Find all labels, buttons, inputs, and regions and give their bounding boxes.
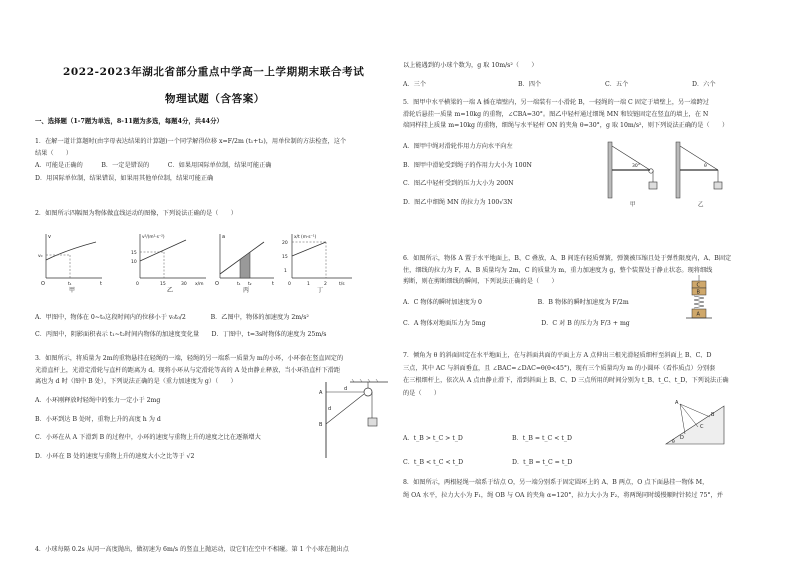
ding-tick: 2 xyxy=(324,282,327,287)
question-3 xyxy=(35,356,343,386)
q6-line: 住，细线的拉力为 F，A、B 质量均为 2m，C 的质量为 m，重力加速度为 g，整个装置处于静止状态。现将细线 xyxy=(403,266,713,274)
jia-t1: t₁ xyxy=(68,282,72,287)
q7-option-b: B．t_B = t_C < t_D xyxy=(512,435,572,442)
q7-line: 在三根细杆上，依次从 A 点由静止滑下，滑到斜面上 B、C、D 三点所用的时间分别为 t_B、t_C、t_D，下列说法正确 xyxy=(403,377,729,384)
fig7-label: D xyxy=(680,435,684,441)
graph-bing xyxy=(215,234,274,294)
q4-option-d: D．六个 xyxy=(692,81,716,88)
q7-option-d: D．t_B = t_C = t_D xyxy=(512,459,573,466)
yi-tick: 15 xyxy=(160,282,166,287)
bing-caption: 丙 xyxy=(243,287,250,294)
q1-line: 结果（ ） xyxy=(35,149,73,157)
q3-line: 3．如图所示，将质量为 2m的重物悬挂在轻绳的一端，轻绳的另一端系一质量为 m的小环，小环套在竖直固定的 xyxy=(35,355,344,362)
q5-options xyxy=(403,144,532,206)
question-8 xyxy=(403,480,723,499)
question-7 xyxy=(403,353,729,397)
q7-option-c: C．t_B < t_C < t_D xyxy=(403,459,464,466)
q3-option: C．小环在从 A 下滑到 B 的过程中，小环的速度与重物上升的速度之比在逐渐增大 xyxy=(35,434,261,441)
bing-origin: O xyxy=(215,281,219,287)
bing-t2: t₂ xyxy=(248,282,252,287)
jia-v0: v₀ xyxy=(38,254,43,259)
q5-option: D．图乙中细绳 MN 的拉力为 100√3N xyxy=(403,198,513,206)
fig5-angle: 30° xyxy=(632,164,640,169)
q4-continuation: 以上能遇到的小球个数为，g 取 10m/s²（ ） xyxy=(403,62,538,69)
ding-xlabel: t/s xyxy=(339,282,345,287)
fig5-theta: θ xyxy=(704,164,707,169)
svg-text:d: d xyxy=(328,406,332,412)
jia-ylabel: v xyxy=(48,234,51,240)
q3-options xyxy=(35,398,261,460)
q3-line: 离也为 d 时（图中 B 处），下列说法正确的是（重力加速度为 g）（ ） xyxy=(35,378,237,385)
q3-option: D．小环在 B 处的速度与重物上升的速度大小之比等于 √2 xyxy=(35,452,195,460)
svg-text:B: B xyxy=(319,422,323,428)
ding-y3: 1 xyxy=(284,269,287,274)
ding-ylabel: x/t (m·s⁻¹) xyxy=(294,235,317,240)
q5-figure xyxy=(604,140,734,210)
graph-yi xyxy=(131,234,206,294)
yi-caption: 乙 xyxy=(167,287,174,294)
question-5 xyxy=(403,100,728,130)
yi-tick: 30 xyxy=(181,282,187,287)
fig6-label: C xyxy=(696,282,700,289)
fig7-label: C xyxy=(700,424,704,430)
q5-option: B．图甲中滑轮受到绳子的作用力大小为 100N xyxy=(403,161,532,169)
svg-text:A: A xyxy=(319,390,323,396)
fig5-jia: 甲 xyxy=(630,202,636,208)
ding-tick: 1 xyxy=(307,282,310,287)
svg-text:d: d xyxy=(344,386,348,392)
fig6-label: A xyxy=(696,311,700,318)
q3-figure xyxy=(318,378,396,468)
graph-ding xyxy=(282,234,352,294)
q4-option-c: C．五个 xyxy=(605,81,629,88)
bing-t1: t₁ xyxy=(237,282,241,287)
jia-xlabel: t xyxy=(100,281,102,287)
q6-option-row: A．C 物体的瞬时加速度为 0 B．B 物体的瞬时加速度为 F/2m xyxy=(403,299,629,306)
q5-line: 端同样挂上质量 m=10kg 的重物，细绳与水平轻杆 ON 的夹角 θ=30°，g 取 10m/s²，则下列说法正确的是（ ） xyxy=(403,122,729,129)
graph-jia xyxy=(38,234,102,294)
q2-graphs xyxy=(36,228,406,294)
question-2: 2．如图所示四幅图为物体做直线运动的图像，下列说法正确的是（ ） xyxy=(35,210,237,217)
q6-option-row: C．A 物体对地面压力为 5mg D．C 对 B 的压力为 F/3 + mg xyxy=(403,319,630,327)
ding-y1: 20 xyxy=(282,241,288,246)
ding-y2: 15 xyxy=(282,255,288,260)
fig6-label: B xyxy=(696,289,700,296)
q5-option: A．图甲中绳对滑轮作用力方向水平向左 xyxy=(403,143,513,150)
q7-line: 的是（ ） xyxy=(403,389,441,397)
fig7-label: θ xyxy=(672,440,675,445)
question-4: 4．小球每隔 0.2s 从同一高度抛出，做初速为 6m/s 的竖直上抛运动，设它们在空中不相碰。第 1 个小球在抛出点 xyxy=(35,546,349,553)
q6-figure xyxy=(684,275,714,327)
fig7-label: A xyxy=(675,400,679,406)
ding-tick: 0 xyxy=(288,282,291,287)
q2-option-row: C．丙图中，阴影面积表示 t₁~t₂时间内物体的加速度变化量 D．丁图中，t=3s时物体的速度为 25m/s xyxy=(35,330,327,338)
q3-line: 光滑直杆上，光滑定滑轮与直杆的距离为 d。现将小环从与定滑轮等高的 A 处由静止释放，当小环沿直杆下滑距 xyxy=(35,366,341,374)
q6-line: 剪断，则在剪断细线的瞬间，下列说法正确的是（ ） xyxy=(403,278,558,285)
q3-option: A．小环刚释放时轻绳中的张力一定小于 2mg xyxy=(35,397,161,404)
q3-option: B．小环到达 B 处时，重物上升的高度 h 为 d xyxy=(35,415,161,423)
yi-xlabel: x/m xyxy=(195,282,204,287)
yi-ylabel: v²/(m²·s⁻²) xyxy=(142,235,165,240)
q5-line: 5．图甲中水平横梁的一端 A 插在墙壁内，另一端装有一小滑轮 B，一轻绳的一端 C 固定于墙壁上，另一端跨过 xyxy=(403,99,709,106)
question-6 xyxy=(403,256,731,286)
bing-xlabel: t xyxy=(272,281,274,287)
q4-option-b: B．四个 xyxy=(518,81,542,88)
jia-origin: O xyxy=(41,281,45,287)
q2-option-row: A．甲图中，物体在 0~t₀这段时间内的位移小于 v₀t₀/2 B．乙图中，物体的加速度为 2m/s² xyxy=(35,314,309,321)
yi-tick: 0 xyxy=(136,282,139,287)
yi-y1: 15 xyxy=(131,251,137,256)
q8-line: 8．如图所示，两根轻绳一端系于结点 O，另一端分别系于固定圆环上的 A、B 两点，O 点下面悬挂一物体 M， xyxy=(403,479,709,486)
q5-option: C．图乙中轻杆受到的压力大小为 200N xyxy=(403,180,514,187)
fig5-yi: 乙 xyxy=(698,202,704,208)
bing-ylabel: a xyxy=(222,234,226,240)
question-1 xyxy=(35,139,346,182)
q4-option-a: A．三个 xyxy=(403,81,427,88)
q7-line: 7．倾角为 θ 的斜面固定在水平地面上，在与斜面共面的平面上方 A 点伸出三根光滑轻质细杆至斜面上 B、C、D xyxy=(403,352,712,359)
q1-line: A．可能是正确的 B．一定是错误的 C．如果用国际单位制，结果可能正确 xyxy=(35,162,272,169)
q7-figure xyxy=(660,398,730,450)
fig7-label: B xyxy=(711,412,715,418)
yi-y2: 10 xyxy=(131,260,137,265)
q1-line: 1．在解一道计算题时(由字母表达结果的计算题)一个同学解得位移 x=F/2m (t₁+t₂)，用单位制的方法检查，这个 xyxy=(35,138,347,145)
exam-title: 2022-2023年湖北省部分重点中学高一上学期期末联合考试 xyxy=(63,66,365,78)
section-heading: 一、选择题（1-7题为单选，8-11题为多选，每题4分，共44分） xyxy=(35,117,223,125)
q2-options xyxy=(35,315,326,338)
q6-options xyxy=(403,300,630,327)
ding-caption: 丁 xyxy=(317,287,324,294)
q7-option-a: A．t_B > t_C > t_D xyxy=(403,435,463,442)
q8-line: 绳 OA 水平，拉力大小为 F₁，绳 OB 与 OA 的夹角 α=120°，拉力大小为 F₂，将两绳同时缓慢顺时针转过 75°，并 xyxy=(403,491,723,499)
q5-line: 滑轮后悬挂一质量 m=10kg 的重物，∠CBA=30°。图乙中轻杆通过细绳 MN 和铰链固定在竖直的墙上，在 N xyxy=(403,110,709,118)
q7-line: 三点，其中 AC 与斜面垂直，且 ∠BAC=∠DAC=θ(θ<45°)，现有三个质量均为 m 的小圆环（看作质点）分别套 xyxy=(403,364,716,372)
q1-line: D．用国际单位制，结果错误，如果用其他单位制，结果可能正确 xyxy=(35,174,214,182)
exam-subtitle: 物理试题（含答案） xyxy=(165,93,265,105)
q6-line: 6．如图所示，物体 A 置于水平地面上，B、C 叠放，A、B 间连有轻质弹簧，弹簧被压缩且处于弹性限度内，A、B固定 xyxy=(403,255,732,262)
jia-caption: 甲 xyxy=(69,287,76,294)
